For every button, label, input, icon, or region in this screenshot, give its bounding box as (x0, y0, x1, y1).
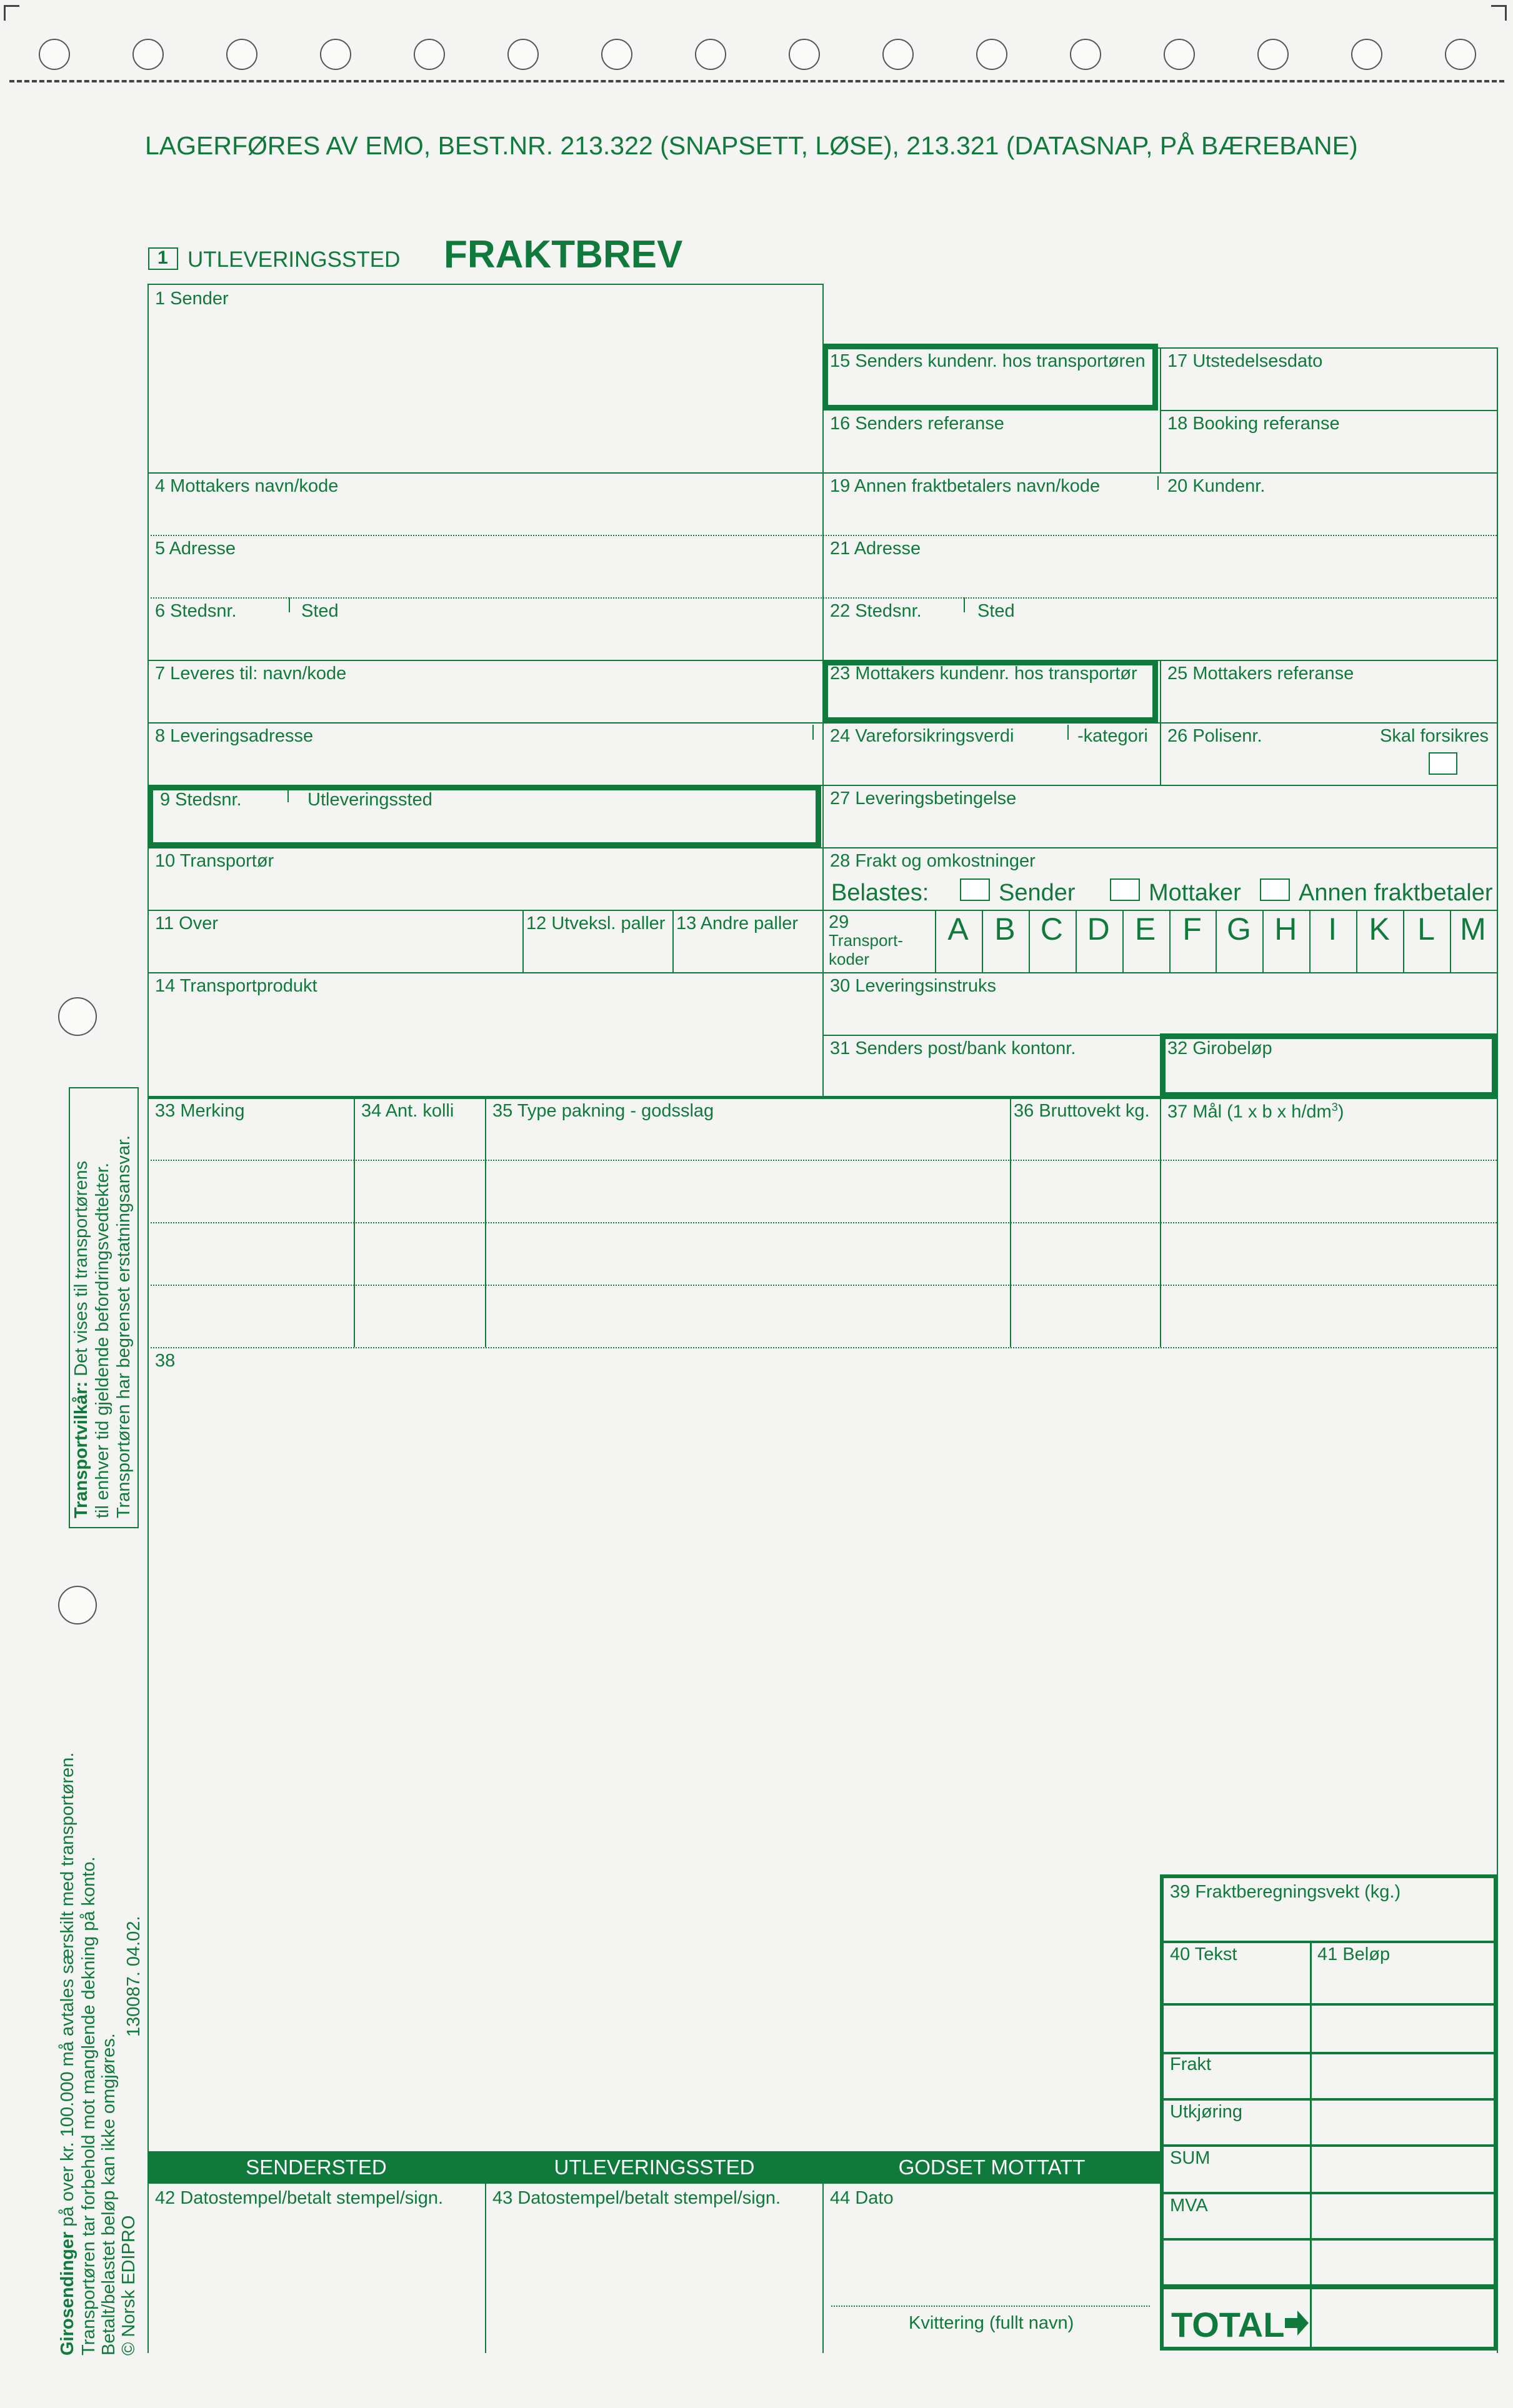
giro-text-2: Transportøren tar forbehold mot manglende dekning på konto. (79, 1856, 99, 2356)
field-9-label: 9 Stedsnr. (160, 790, 242, 810)
col-divider (1160, 347, 1161, 472)
vilkar-bold: Transportvilkår: (71, 1381, 91, 1518)
field-21-label: 21 Adresse (830, 539, 921, 559)
total-arrow-icon (1285, 2309, 1310, 2337)
field-5-label: 5 Adresse (155, 539, 236, 559)
transport-code-a[interactable]: A (947, 912, 969, 947)
field-40-label: 40 Tekst (1170, 1944, 1237, 1964)
form-number: 130087. 04.02. (124, 1916, 144, 2037)
transport-code-h[interactable]: H (1274, 912, 1297, 947)
field-22-label: 22 Stedsnr. (830, 601, 922, 621)
punch-hole (132, 39, 164, 70)
field-13-label: 13 Andre paller (676, 913, 799, 933)
transport-code-k[interactable]: K (1369, 912, 1390, 947)
frakt-label: Frakt (1170, 2054, 1212, 2074)
totals-line (1160, 1941, 1497, 1943)
belastes-sender-checkbox[interactable] (960, 878, 990, 901)
field-4-label: 4 Mottakers navn/kode (155, 476, 339, 496)
field-9-highlight (147, 785, 821, 848)
field-19-label: 19 Annen fraktbetalers navn/kode (830, 476, 1101, 496)
col-divider (672, 910, 674, 972)
field-37-text: 37 Mål (1 x b x h/dm (1167, 1102, 1332, 1122)
goods-row-line (147, 1160, 1497, 1161)
corner-mark-right (1491, 5, 1507, 21)
field-38-label: 38 (155, 1351, 176, 1371)
field-18-label: 18 Booking referanse (1167, 414, 1340, 434)
belastes-annen-checkbox[interactable] (1260, 878, 1290, 901)
belastes-mottaker-checkbox[interactable] (1110, 878, 1140, 901)
field-37-sup: 3 (1331, 1101, 1338, 1113)
transport-code-b[interactable]: B (994, 912, 1016, 947)
field-43-label: 43 Datostempel/betalt stempel/sign. (492, 2188, 781, 2208)
field-31-label: 31 Senders post/bank kontonr. (830, 1038, 1076, 1058)
band-godset: GODSET MOTTATT (824, 2151, 1160, 2184)
field-17-label: 17 Utstedelsesdato (1167, 351, 1323, 371)
belastes-label: Belastes: (831, 880, 929, 906)
punch-hole (507, 39, 539, 70)
field-9-sted-label: Utleveringssted (307, 790, 432, 810)
dotted-line (147, 597, 1497, 599)
field-35-label: 35 Type pakning - godsslag (492, 1101, 714, 1121)
copy-name: UTLEVERINGSSTED (187, 247, 401, 272)
punch-hole (414, 39, 445, 70)
totals-line (1160, 2284, 1497, 2289)
mva-label: MVA (1170, 2196, 1208, 2216)
punch-hole (1257, 39, 1289, 70)
field-23-label: 23 Mottakers kundenr. hos transportør (830, 664, 1137, 684)
field-37-label (1167, 1101, 1344, 1123)
punch-hole (1351, 39, 1382, 70)
field-24-kategori-label: -kategori (1077, 726, 1148, 746)
totals-line (1160, 2098, 1497, 2101)
vilkar-text-3: Transportøren har begrenset erstatningsansvar. (114, 1135, 134, 1518)
punch-hole (320, 39, 351, 70)
field-11-label: 11 Over (155, 913, 219, 933)
field-44-label: 44 Dato (830, 2188, 894, 2208)
sign-col (485, 2151, 486, 2353)
field-30-label: 30 Leveringsinstruks (830, 976, 996, 996)
giro-text-1 (57, 1753, 78, 2356)
field-32-label: 32 Girobeløp (1167, 1038, 1272, 1058)
tick (1067, 725, 1069, 740)
field-33-label: 33 Merking (155, 1101, 245, 1121)
field-39-label: 39 Fraktberegningsvekt (kg.) (1170, 1882, 1401, 1902)
field-22-sted-label: Sted (977, 601, 1015, 621)
row-line (147, 722, 822, 724)
band-utleveringssted: UTLEVERINGSSTED (486, 2151, 822, 2184)
vilkar-text-2: til enhver tid gjeldende befordringsvedtekter. (92, 1162, 112, 1518)
punch-hole (882, 39, 914, 70)
field-29-label: 29 (829, 912, 849, 932)
form-top-border (147, 284, 822, 285)
tick (964, 597, 965, 612)
vilkar-text-1 (71, 1161, 92, 1518)
tick (289, 597, 290, 612)
punch-hole (695, 39, 726, 70)
field-42-label: 42 Datostempel/betalt stempel/sign. (155, 2188, 444, 2208)
field-41-label: 41 Beløp (1317, 1944, 1391, 1964)
totals-line (1160, 2003, 1497, 2006)
perforation-line (9, 80, 1504, 82)
transport-code-f[interactable]: F (1182, 912, 1202, 947)
transport-code-m[interactable]: M (1460, 912, 1486, 947)
field-15-label: 15 Senders kundenr. hos transportøren (830, 351, 1146, 371)
totals-col (1310, 1941, 1312, 2348)
giro-line-1: på over kr. 100.000 må avtales særskilt med transportøren. (57, 1752, 77, 2232)
copyright: © Norsk EDIPRO (119, 2215, 139, 2356)
field-26-skal-label: Skal forsikres (1380, 726, 1489, 746)
binder-hole (58, 1586, 97, 1624)
field-26-label: 26 Polisenr. (1167, 726, 1262, 746)
field-29-sub-b: koder (829, 950, 870, 968)
field-12-label: 12 Utveksl. paller (526, 913, 666, 933)
col-divider (522, 910, 524, 972)
field-34-label: 34 Ant. kolli (361, 1101, 454, 1121)
row-line (147, 972, 1497, 973)
sum-label: SUM (1170, 2148, 1211, 2168)
tick (812, 725, 814, 740)
copy-number: 1 (157, 247, 168, 268)
field-25-label: 25 Mottakers referanse (1167, 664, 1354, 684)
field-20-label: 20 Kundenr. (1167, 476, 1266, 496)
band-sendersted: SENDERSTED (147, 2151, 485, 2184)
dotted-line (147, 535, 1497, 536)
field-14-label: 14 Transportprodukt (155, 976, 317, 996)
belastes-mottaker-label: Mottaker (1149, 880, 1241, 906)
field-6-sted-label: Sted (301, 601, 339, 621)
form-left-border (147, 284, 149, 2353)
kvittering-line (831, 2306, 1150, 2307)
binder-hole (58, 997, 97, 1036)
totals-line (1160, 2192, 1497, 2194)
field-1-label: 1 Sender (155, 289, 229, 309)
field-10-label: 10 Transportør (155, 851, 274, 871)
belastes-sender-label: Sender (999, 880, 1076, 906)
totals-line (1160, 2238, 1497, 2241)
punch-hole (789, 39, 820, 70)
field-29-sub-a: Transport- (829, 931, 903, 950)
punch-hole (1445, 39, 1476, 70)
field-7-label: 7 Leveres til: navn/kode (155, 664, 347, 684)
sign-col (822, 2151, 824, 2353)
vilkar-line-1: Det vises til transportørens (71, 1160, 91, 1381)
goods-row-line (147, 1347, 1497, 1348)
field-24-label: 24 Vareforsikringsverdi (830, 726, 1014, 746)
punch-hole (976, 39, 1007, 70)
giro-bold: Girosendinger (57, 2231, 77, 2356)
goods-row-line (147, 1285, 1497, 1286)
punch-hole (601, 39, 632, 70)
skal-forsikres-checkbox[interactable] (1429, 752, 1457, 775)
transport-code-d[interactable]: D (1087, 912, 1110, 947)
kvittering-label: Kvittering (fullt navn) (909, 2313, 1074, 2333)
field-6-label: 6 Stedsnr. (155, 601, 237, 621)
belastes-annen-label: Annen fraktbetaler (1299, 880, 1493, 906)
transport-code-l[interactable]: L (1417, 912, 1435, 947)
field-28-label: 28 Frakt og omkostninger (830, 851, 1036, 871)
punch-hole (226, 39, 257, 70)
transport-code-i[interactable]: I (1328, 912, 1337, 947)
col-divider (1160, 660, 1161, 785)
field-8-label: 8 Leveringsadresse (155, 726, 314, 746)
stock-line: LAGERFØRES AV EMO, BEST.NR. 213.322 (SNAPSETT, LØSE), 213.321 (DATASNAP, PÅ BÆREBANE) (145, 131, 1358, 160)
utkjoring-label: Utkjøring (1170, 2102, 1243, 2122)
punch-hole (1070, 39, 1101, 70)
transport-code-c[interactable]: C (1040, 912, 1063, 947)
goods-table-top (147, 1096, 1497, 1099)
totals-line (1160, 2144, 1497, 2147)
total-label: TOTAL (1171, 2305, 1285, 2344)
transport-code-e[interactable]: E (1134, 912, 1156, 947)
goods-row-line (147, 1222, 1497, 1223)
punch-hole (39, 39, 70, 70)
field-27-label: 27 Leveringsbetingelse (830, 789, 1017, 808)
page-title: FRAKTBREV (444, 233, 683, 276)
field-36-label: 36 Bruttovekt kg. (1014, 1101, 1150, 1121)
corner-mark-left (4, 5, 19, 21)
punch-hole (1164, 39, 1195, 70)
row-line (1161, 410, 1497, 411)
field-37-end: ) (1337, 1102, 1344, 1122)
row-line (147, 472, 1497, 474)
giro-text-3: Betalt/belastet beløp kan ikke omgjøres. (99, 2033, 119, 2356)
field-16-label: 16 Senders referanse (830, 414, 1004, 434)
tick (1157, 476, 1159, 490)
transport-code-g[interactable]: G (1226, 912, 1251, 947)
